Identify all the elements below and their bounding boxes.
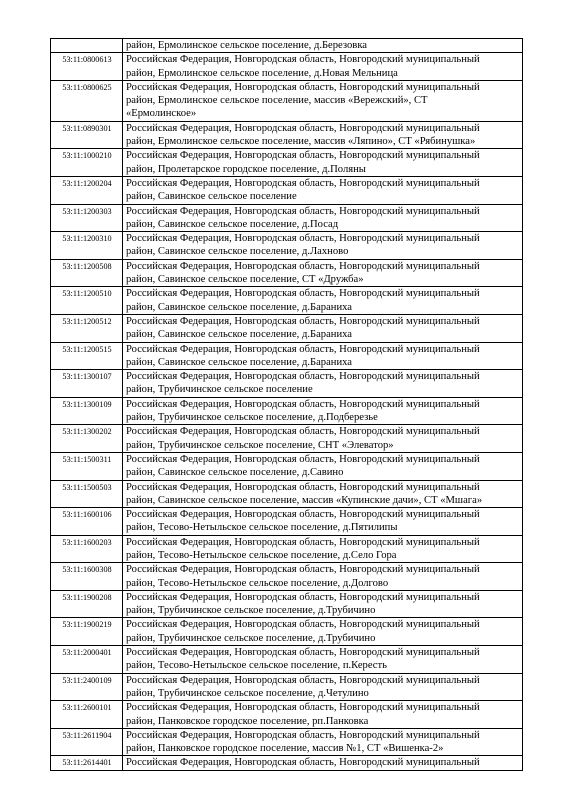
cadastral-number: 53:11:2000401 — [51, 646, 123, 674]
address-line: Российская Федерация, Новгородская область, Новгородский муниципальный — [126, 54, 480, 66]
table-row — [51, 287, 523, 315]
address-line: район, Трубичинское сельское поселение — [126, 384, 313, 396]
address-line: район, Савинское сельское поселение, д.Лахново — [126, 246, 349, 258]
cadastral-number: 53:11:0800625 — [51, 80, 123, 121]
address-cell — [123, 425, 523, 453]
table-row — [51, 701, 523, 729]
address-line: район, Панковское городское поселение, рп.Панковка — [126, 715, 369, 727]
table-row — [51, 80, 523, 121]
address-cell — [123, 673, 523, 701]
table-row — [51, 618, 523, 646]
address-line: Российская Федерация, Новгородская область, Новгородский муниципальный — [126, 426, 480, 438]
address-line: Российская Федерация, Новгородская область, Новгородский муниципальный — [126, 343, 480, 355]
table-body — [51, 39, 523, 771]
cadastral-number — [51, 39, 123, 53]
cadastral-table — [50, 38, 523, 771]
address-cell — [123, 618, 523, 646]
cadastral-number: 53:11:2614401 — [51, 756, 123, 770]
address-cell — [123, 480, 523, 508]
address-line: Российская Федерация, Новгородская область, Новгородский муниципальный — [126, 536, 480, 548]
address-line: район, Ермолинское сельское поселение, д.Новая Мельница — [126, 67, 398, 79]
address-cell — [123, 756, 523, 770]
address-line: Российская Федерация, Новгородская область, Новгородский муниципальный — [126, 674, 480, 686]
address-line: Российская Федерация, Новгородская область, Новгородский муниципальный — [126, 122, 480, 134]
address-cell — [123, 508, 523, 536]
address-cell — [123, 342, 523, 370]
address-line: Российская Федерация, Новгородская область, Новгородский муниципальный — [126, 81, 480, 93]
address-line: Российская Федерация, Новгородская область, Новгородский муниципальный — [126, 702, 480, 714]
address-line: район, Савинское сельское поселение, д.Бараниха — [126, 356, 352, 368]
table-row — [51, 176, 523, 204]
table-row — [51, 728, 523, 756]
table-row — [51, 452, 523, 480]
address-line: район, Савинское сельское поселение, д.Бараниха — [126, 301, 352, 313]
cadastral-number: 53:11:1200510 — [51, 287, 123, 315]
address-line: район, Савинское сельское поселение, д.Посад — [126, 218, 339, 230]
address-line: Российская Федерация, Новгородская область, Новгородский муниципальный — [126, 729, 480, 741]
address-line: район, Тесово-Нетыльское сельское поселение, п.Кересть — [126, 660, 387, 672]
table-row — [51, 53, 523, 81]
cadastral-number: 53:11:1900219 — [51, 618, 123, 646]
address-cell — [123, 563, 523, 591]
address-cell — [123, 397, 523, 425]
address-cell — [123, 176, 523, 204]
table-row — [51, 590, 523, 618]
cadastral-number: 53:11:1200515 — [51, 342, 123, 370]
address-cell — [123, 728, 523, 756]
address-line: Российская Федерация, Новгородская область, Новгородский муниципальный — [126, 288, 480, 300]
address-line: район, Савинское сельское поселение, д.Бараниха — [126, 329, 352, 341]
table-row — [51, 259, 523, 287]
address-cell — [123, 80, 523, 121]
address-line: Российская Федерация, Новгородская область, Новгородский муниципальный — [126, 591, 480, 603]
address-cell — [123, 53, 523, 81]
address-cell — [123, 314, 523, 342]
table-row — [51, 39, 523, 53]
cadastral-number: 53:11:0890301 — [51, 121, 123, 149]
address-line: район, Савинское сельское поселение, д.Савино — [126, 467, 344, 479]
table-row — [51, 232, 523, 260]
cadastral-number: 53:11:1600106 — [51, 508, 123, 536]
table-row — [51, 204, 523, 232]
address-line: Российская Федерация, Новгородская область, Новгородский муниципальный — [126, 150, 480, 162]
address-line: район, Ермолинское сельское поселение, массив «Вережский», СТ — [126, 95, 428, 107]
table-row — [51, 370, 523, 398]
address-line: район, Трубичинское сельское поселение, д.Трубичино — [126, 632, 376, 644]
table-row — [51, 342, 523, 370]
address-cell — [123, 232, 523, 260]
address-line: Российская Федерация, Новгородская область, Новгородский муниципальный — [126, 509, 480, 521]
address-cell — [123, 259, 523, 287]
table-row — [51, 535, 523, 563]
cadastral-number: 53:11:1300107 — [51, 370, 123, 398]
address-line: Российская Федерация, Новгородская область, Новгородский муниципальный — [126, 398, 480, 410]
address-line: Российская Федерация, Новгородская область, Новгородский муниципальный — [126, 205, 480, 217]
address-line: район, Трубичинское сельское поселение, д.Трубичино — [126, 605, 376, 617]
cadastral-number: 53:11:1200303 — [51, 204, 123, 232]
address-line: Российская Федерация, Новгородская область, Новгородский муниципальный — [126, 564, 480, 576]
address-line: Российская Федерация, Новгородская область, Новгородский муниципальный — [126, 177, 480, 189]
cadastral-number: 53:11:2611904 — [51, 728, 123, 756]
address-line: Российская Федерация, Новгородская область, Новгородский муниципальный — [126, 371, 480, 383]
address-line: район, Трубичинское сельское поселение, д.Четулино — [126, 687, 369, 699]
address-cell — [123, 701, 523, 729]
address-line: район, Тесово-Нетыльское сельское поселение, д.Пятилипы — [126, 522, 398, 534]
address-line: район, Савинское сельское поселение — [126, 191, 297, 203]
cadastral-number: 53:11:1200204 — [51, 176, 123, 204]
cadastral-number: 53:11:1200512 — [51, 314, 123, 342]
address-cell — [123, 149, 523, 177]
address-cell — [123, 204, 523, 232]
table-row — [51, 563, 523, 591]
table-row — [51, 149, 523, 177]
cadastral-number: 53:11:2600101 — [51, 701, 123, 729]
address-line: Российская Федерация, Новгородская область, Новгородский муниципальный — [126, 315, 480, 327]
address-line: Российская Федерация, Новгородская область, Новгородский муниципальный — [126, 260, 480, 272]
cadastral-number: 53:11:2400109 — [51, 673, 123, 701]
address-cell — [123, 121, 523, 149]
address-line: Российская Федерация, Новгородская область, Новгородский муниципальный — [126, 233, 480, 245]
cadastral-number: 53:11:1200508 — [51, 259, 123, 287]
address-cell — [123, 452, 523, 480]
cadastral-number: 53:11:1000210 — [51, 149, 123, 177]
cadastral-number: 53:11:1300202 — [51, 425, 123, 453]
cadastral-number: 53:11:1900208 — [51, 590, 123, 618]
cadastral-number: 53:11:1500503 — [51, 480, 123, 508]
address-line: район, Савинское сельское поселение, массив «Купинские дачи», СТ «Мшага» — [126, 494, 483, 506]
table-row — [51, 646, 523, 674]
address-cell — [123, 590, 523, 618]
table-row — [51, 314, 523, 342]
address-line: район, Савинское сельское поселение, СТ «Дружба» — [126, 274, 364, 286]
table-row — [51, 480, 523, 508]
address-line: район, Ермолинское сельское поселение, д.Березовка — [126, 40, 368, 51]
address-line: район, Ермолинское сельское поселение, массив «Ляпино», СТ «Рябинушка» — [126, 136, 476, 148]
table-row — [51, 397, 523, 425]
cadastral-number: 53:11:1500311 — [51, 452, 123, 480]
address-cell — [123, 646, 523, 674]
table-row — [51, 425, 523, 453]
address-cell — [123, 535, 523, 563]
address-line: Российская Федерация, Новгородская область, Новгородский муниципальный — [126, 481, 480, 493]
address-line: Российская Федерация, Новгородская область, Новгородский муниципальный — [126, 453, 480, 465]
address-cell — [123, 287, 523, 315]
address-line: район, Панковское городское поселение, массив №1, СТ «Вишенка-2» — [126, 743, 444, 755]
address-cell — [123, 370, 523, 398]
table-row — [51, 756, 523, 770]
address-line: район, Трубичинское сельское поселение, СНТ «Элеватор» — [126, 439, 394, 451]
cadastral-number: 53:11:1600203 — [51, 535, 123, 563]
address-line: Российская Федерация, Новгородская область, Новгородский муниципальный — [126, 647, 480, 659]
cadastral-number: 53:11:0800613 — [51, 53, 123, 81]
address-line: Российская Федерация, Новгородская область, Новгородский муниципальный — [126, 757, 480, 769]
address-cell — [123, 39, 523, 53]
address-line: район, Тесово-Нетыльское сельское поселение, д.Долгово — [126, 577, 389, 589]
address-line: Российская Федерация, Новгородская область, Новгородский муниципальный — [126, 619, 480, 631]
cadastral-number: 53:11:1200310 — [51, 232, 123, 260]
address-line: «Ермолинское» — [126, 108, 197, 120]
address-line: район, Пролетарское городское поселение, д.Поляны — [126, 163, 366, 175]
cadastral-number: 53:11:1600308 — [51, 563, 123, 591]
table-row — [51, 121, 523, 149]
table-row — [51, 673, 523, 701]
cadastral-number: 53:11:1300109 — [51, 397, 123, 425]
address-line: район, Тесово-Нетыльское сельское поселение, д.Село Гора — [126, 549, 397, 561]
table-row — [51, 508, 523, 536]
address-line: район, Трубичинское сельское поселение, д.Подберезье — [126, 412, 378, 424]
